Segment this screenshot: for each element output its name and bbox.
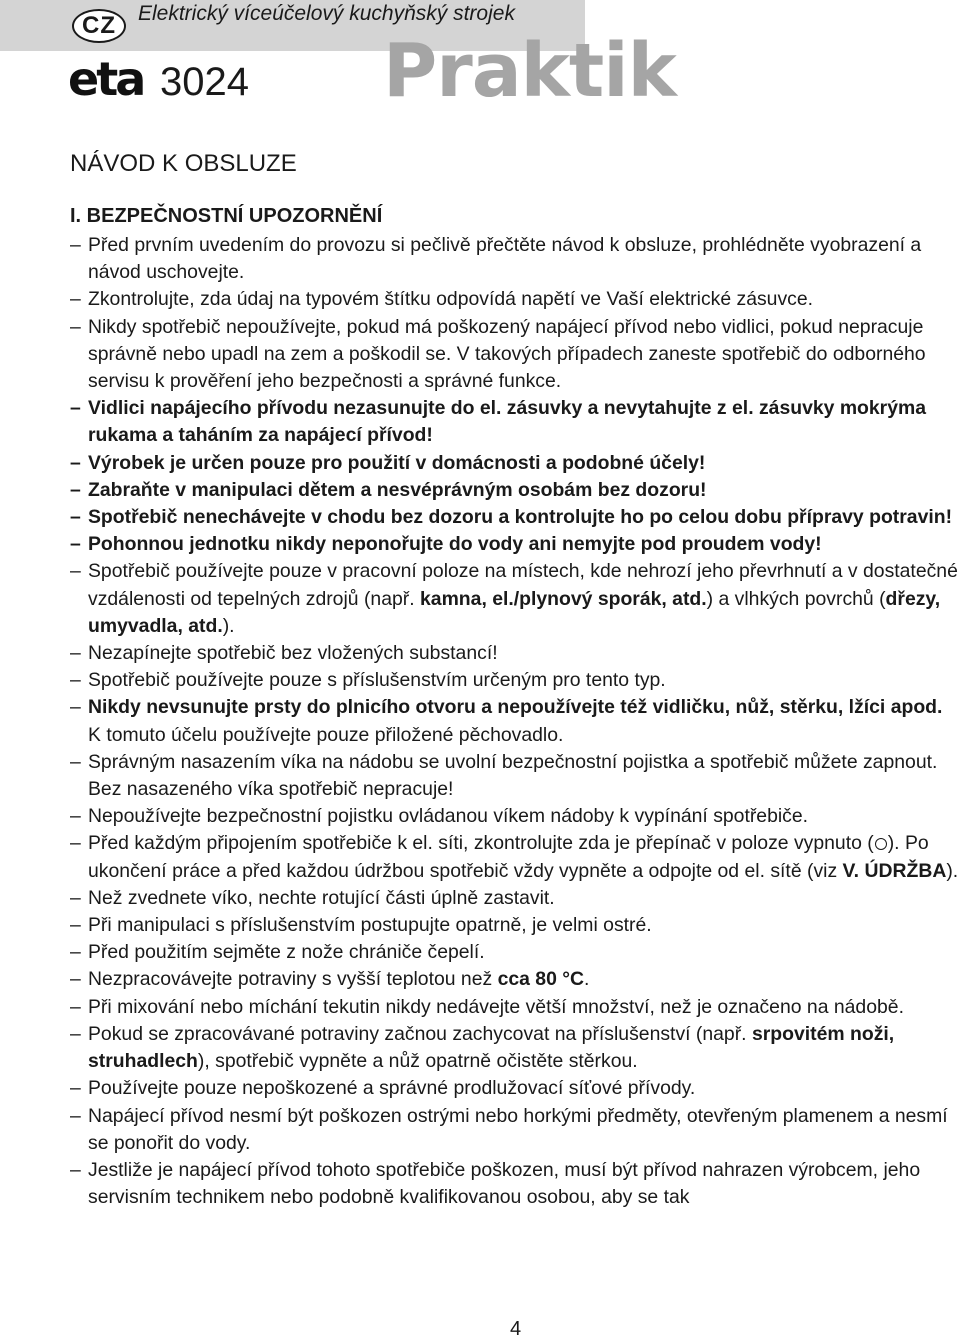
item-text: Při mixování nebo míchání tekutin nikdy nedávejte větší množství, než je označeno na nádobě.: [88, 995, 904, 1018]
item-text: ), spotřebič vypněte a nůž opatrně očistěte stěrkou.: [197, 1050, 638, 1073]
item-text: Jestliže je napájecí přívod tohoto spotřebiče poškozen, musí být přívod nahrazen výrobcem, jeho servisním technikem nebo podobně kvalifikovanou osobou, aby se tak: [88, 1158, 921, 1209]
item-text: Nikdy spotřebič nepoužívejte, pokud má poškozený napájecí přívod nebo vidlici, pokud nepracuje správně nebo upadl na zem a poškodil se. V takových případech zaneste spotřebič do odborného servisu k prověření jeho bezpečnosti a správné funkce.: [88, 315, 926, 393]
bullet-dash: –: [70, 750, 81, 773]
item-text-bold: Zabraňte v manipulaci dětem a nesvéprávným osobám bez dozoru!: [88, 478, 707, 501]
item-text: Napájecí přívod nesmí být poškozen ostrými nebo horkými předměty, otevřeným plamenem a nesmí se ponořit do vody.: [88, 1104, 948, 1154]
item-text: Před prvním uvedením do provozu si pečlivě přečtěte návod k obsluze, prohlédněte vyobrazení a návod uschovejte.: [88, 234, 922, 284]
off-position-icon: [875, 838, 887, 850]
item-text: Spotřebič používejte pouze s příslušenstvím určeným pro tento typ.: [88, 669, 666, 692]
list-item: [70, 477, 960, 504]
item-text: Nezpracovávejte potraviny s vyšší teplotou než: [88, 968, 498, 991]
list-item: [70, 1157, 960, 1211]
list-item: [70, 450, 960, 477]
list-item: [70, 1103, 960, 1157]
item-text: Nezapínejte spotřebič bez vložených substancí!: [88, 642, 498, 665]
list-item: [70, 1021, 960, 1075]
list-item: [70, 912, 960, 939]
list-item: [70, 314, 960, 396]
item-text: Před každým připojením spotřebiče k el. síti, zkontrolujte zda je přepínač v poloze vypnuto (: [88, 832, 874, 855]
item-text-bold: dřezy, umyvadla, atd.: [88, 587, 941, 637]
bullet-dash: –: [70, 669, 81, 692]
bullet-dash: –: [70, 397, 81, 420]
bullet-dash: –: [70, 1077, 81, 1100]
bullet-dash: –: [70, 451, 81, 474]
list-item: [70, 830, 960, 884]
item-text: ).: [946, 859, 959, 882]
bullet-dash: –: [70, 886, 81, 909]
item-text: Zkontrolujte, zda údaj na typovém štítku odpovídá napětí ve Vaší elektrické zásuvce.: [88, 288, 814, 311]
list-item: [70, 395, 960, 449]
item-text-bold: cca 80 °C: [497, 968, 585, 991]
list-item: [70, 531, 960, 558]
list-item: [70, 232, 960, 286]
list-item: [70, 994, 960, 1021]
model-number: 3024: [160, 60, 249, 104]
bullet-dash: –: [70, 1158, 81, 1181]
product-title: Elektrický víceúčelový kuchyňský strojek: [138, 2, 515, 25]
bullet-dash: –: [70, 288, 81, 311]
item-text: Než zvednete víko, nechte rotující části úplně zastavit.: [88, 886, 555, 909]
item-text: Při manipulaci s příslušenstvím postupujte opatrně, je velmi ostré.: [88, 914, 652, 937]
bullet-dash: –: [70, 315, 81, 338]
bullet-dash: –: [70, 995, 81, 1018]
item-text-bold: Vidlici napájecího přívodu nezasunujte do el. zásuvky a nevytahujte z el. zásuvky mokrýma rukama a taháním za napájecí přívod!: [88, 397, 927, 447]
bullet-dash: –: [70, 478, 81, 501]
item-text-bold: Výrobek je určen pouze pro použití v domácnosti a podobné účely!: [88, 451, 706, 474]
safety-list: [70, 232, 960, 1211]
bullet-dash: –: [70, 506, 81, 529]
item-text-bold: Nikdy nevsunujte prsty do plnicího otvoru a nepoužívejte též vidličku, nůž, stěrku, lžíci apod.: [88, 696, 943, 719]
bullet-dash: –: [70, 642, 81, 665]
item-text: Správným nasazením víka na nádobu se uvolní bezpečnostní pojistka a spotřebič můžete zapnout. Bez nasazeného víka spotřebič nepracuje!: [88, 750, 938, 801]
item-text-bold: srpovitém noži, struhadlech: [88, 1022, 895, 1073]
item-text: ) a vlhkých povrchů (: [706, 587, 886, 610]
item-text: Nepoužívejte bezpečnostní pojistku ovládanou víkem nádoby k vypínání spotřebiče.: [88, 805, 809, 828]
item-text: ). Po ukončení práce a před každou údržbou spotřebič vždy vypněte a odpojte od el. sítě (viz: [88, 832, 929, 882]
list-item: [70, 640, 960, 667]
item-text: Používejte pouze nepoškozené a správné prodlužovací síťové přívody.: [88, 1077, 696, 1100]
bullet-dash: –: [70, 941, 81, 964]
section-heading: I. BEZPEČNOSTNÍ UPOZORNĚNÍ: [70, 205, 383, 227]
item-text: .: [584, 968, 590, 991]
item-text-bold: Spotřebič nenechávejte v chodu bez dozoru a kontrolujte ho po celou dobu přípravy potravin!: [88, 506, 953, 529]
list-item: [70, 286, 960, 313]
list-item: [70, 939, 960, 966]
item-text-bold: Pohonnou jednotku nikdy neponořujte do vody ani nemyjte pod proudem vody!: [88, 533, 822, 556]
bullet-dash: –: [70, 234, 81, 256]
list-item: [70, 504, 960, 531]
country-badge: CZ: [72, 9, 126, 43]
item-text: ).: [222, 614, 235, 637]
item-text: Před použitím sejměte z nože chrániče čepelí.: [88, 941, 485, 964]
bullet-dash: –: [70, 914, 81, 937]
page-number: 4: [510, 1318, 522, 1340]
list-item: [70, 885, 960, 912]
bullet-dash: –: [70, 805, 81, 828]
bullet-dash: –: [70, 533, 81, 556]
list-item: [70, 966, 960, 993]
list-item: [70, 1075, 960, 1102]
bullet-dash: –: [70, 1104, 81, 1127]
bullet-dash: –: [70, 560, 81, 583]
bullet-dash: –: [70, 832, 81, 855]
bullet-dash: –: [70, 968, 81, 991]
list-item: [70, 667, 960, 694]
item-text: K tomuto účelu používejte pouze přiložené pěchovadlo.: [88, 723, 564, 746]
brand-logo: eta: [68, 52, 144, 106]
item-text-bold: kamna, el./plynový sporák, atd.: [420, 587, 707, 610]
document-title: NÁVOD K OBSLUZE: [70, 150, 297, 177]
list-item: [70, 749, 960, 803]
item-text: Pokud se zpracovávané potraviny začnou zachycovat na příslušenství (např.: [88, 1022, 752, 1045]
item-text: Spotřebič používejte pouze v pracovní poloze na místech, kde nehrozí jeho převrhnutí a v dostatečné vzdálenosti od tepelných zdrojů (např.: [88, 560, 958, 610]
list-item: [70, 558, 960, 640]
series-name: Praktik: [383, 28, 676, 114]
list-item: [70, 803, 960, 830]
bullet-dash: –: [70, 1022, 81, 1045]
list-item: [70, 694, 960, 748]
bullet-dash: –: [70, 696, 81, 719]
item-text-bold: V. ÚDRŽBA: [842, 859, 947, 882]
